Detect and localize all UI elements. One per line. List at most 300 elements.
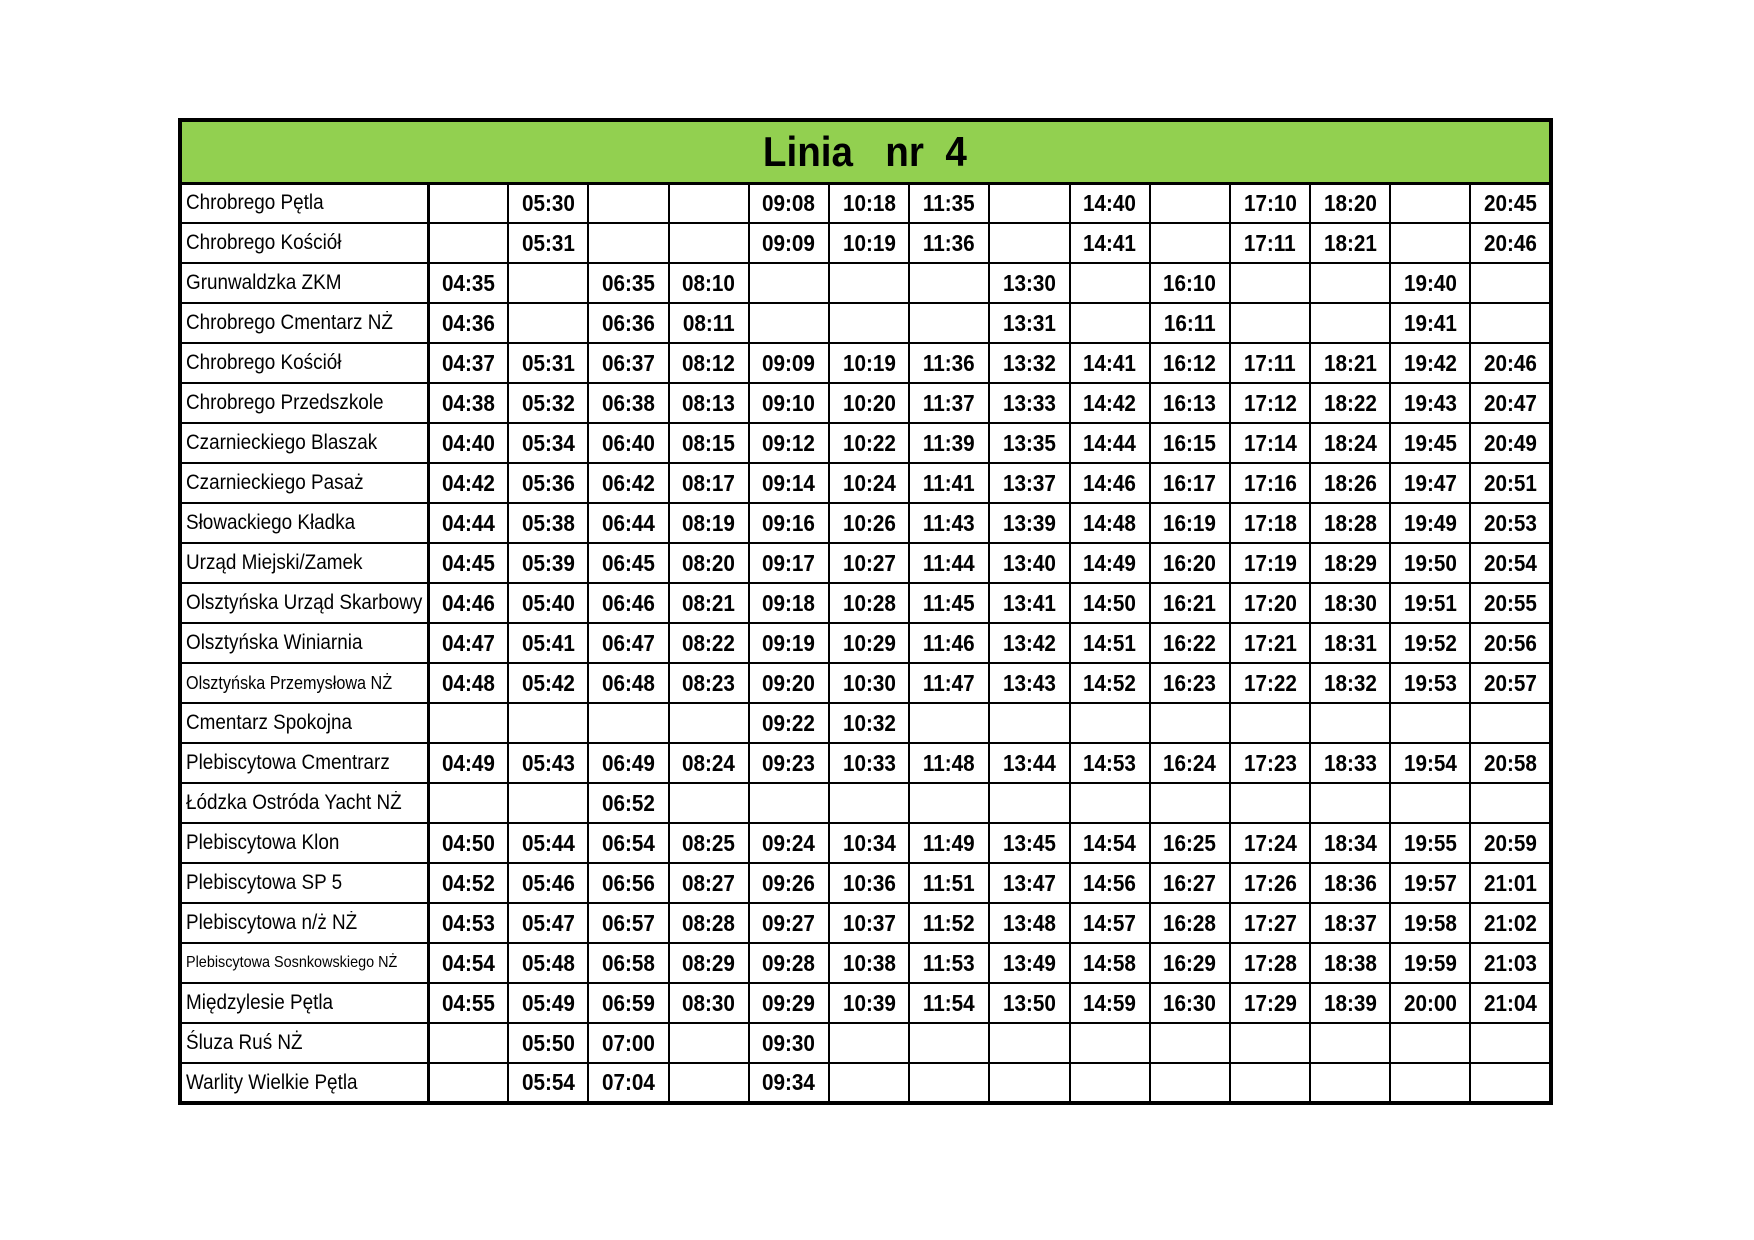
departure-time-cell bbox=[1310, 1063, 1390, 1103]
departure-time-cell bbox=[1230, 1023, 1310, 1063]
departure-time: 16:29 bbox=[1163, 949, 1217, 976]
departure-time-cell bbox=[1150, 583, 1230, 623]
departure-time-cell bbox=[669, 503, 749, 543]
departure-time-cell bbox=[508, 1023, 588, 1063]
departure-time-cell bbox=[508, 943, 588, 983]
departure-time-cell bbox=[1310, 503, 1390, 543]
departure-time-cell bbox=[909, 983, 989, 1023]
stop-name-cell bbox=[180, 343, 428, 383]
departure-time: 05:30 bbox=[521, 189, 575, 216]
departure-time-cell bbox=[829, 1063, 909, 1103]
departure-time-cell bbox=[829, 863, 909, 903]
departure-time: 08:15 bbox=[682, 429, 736, 456]
stop-name-cell bbox=[180, 263, 428, 303]
departure-time-cell bbox=[829, 1023, 909, 1063]
departure-time-cell bbox=[1310, 863, 1390, 903]
stop-name-cell bbox=[180, 623, 428, 663]
departure-time-cell bbox=[1230, 543, 1310, 583]
stop-name: Chrobrego Przedszkole bbox=[186, 391, 384, 414]
departure-time: 06:59 bbox=[601, 989, 655, 1016]
departure-time-cell bbox=[989, 983, 1069, 1023]
departure-time: 17:21 bbox=[1243, 629, 1297, 656]
departure-time-cell bbox=[829, 543, 909, 583]
departure-time-cell bbox=[1470, 743, 1550, 783]
departure-time-cell bbox=[588, 1023, 668, 1063]
departure-time-cell bbox=[428, 463, 508, 503]
departure-time: 04:42 bbox=[441, 469, 495, 496]
departure-time-cell bbox=[749, 863, 829, 903]
departure-time-cell bbox=[508, 743, 588, 783]
departure-time-cell bbox=[1470, 1063, 1550, 1103]
stop-name: Olsztyńska Urząd Skarbowy bbox=[186, 591, 423, 614]
departure-time-cell bbox=[1310, 743, 1390, 783]
departure-time-cell bbox=[508, 623, 588, 663]
departure-time: 20:49 bbox=[1483, 429, 1537, 456]
departure-time-cell bbox=[1150, 183, 1230, 223]
departure-time: 04:53 bbox=[441, 909, 495, 936]
departure-time-cell bbox=[1230, 623, 1310, 663]
departure-time: 16:11 bbox=[1163, 309, 1216, 336]
stop-name-cell bbox=[180, 703, 428, 743]
departure-time: 18:28 bbox=[1323, 509, 1377, 536]
departure-time-cell bbox=[829, 823, 909, 863]
departure-time: 04:37 bbox=[441, 349, 495, 376]
departure-time-cell bbox=[1230, 903, 1310, 943]
departure-time: 17:12 bbox=[1243, 389, 1297, 416]
departure-time: 17:20 bbox=[1243, 589, 1297, 616]
departure-time-cell bbox=[1230, 503, 1310, 543]
departure-time-cell bbox=[989, 863, 1069, 903]
departure-time-cell bbox=[1310, 223, 1390, 263]
departure-time-cell bbox=[428, 743, 508, 783]
departure-time-cell bbox=[1470, 543, 1550, 583]
departure-time-cell bbox=[989, 463, 1069, 503]
departure-time: 16:15 bbox=[1163, 429, 1217, 456]
departure-time: 06:56 bbox=[601, 869, 655, 896]
departure-time: 10:37 bbox=[842, 909, 896, 936]
departure-time: 08:17 bbox=[682, 469, 736, 496]
departure-time: 09:08 bbox=[762, 189, 816, 216]
departure-time: 09:34 bbox=[762, 1069, 816, 1095]
departure-time-cell bbox=[588, 543, 668, 583]
table-row bbox=[180, 703, 1551, 743]
departure-time-cell bbox=[1230, 383, 1310, 423]
departure-time-cell bbox=[1070, 343, 1150, 383]
title-row bbox=[180, 120, 1551, 183]
departure-time: 16:13 bbox=[1163, 389, 1217, 416]
stop-name: Czarnieckiego Pasaż bbox=[186, 471, 364, 494]
departure-time-cell bbox=[989, 1023, 1069, 1063]
departure-time-cell bbox=[749, 623, 829, 663]
departure-time-cell bbox=[829, 983, 909, 1023]
departure-time: 06:38 bbox=[601, 389, 655, 416]
departure-time: 08:28 bbox=[682, 909, 736, 936]
departure-time-cell bbox=[508, 583, 588, 623]
departure-time: 10:33 bbox=[842, 749, 896, 776]
departure-time: 16:24 bbox=[1163, 749, 1217, 776]
departure-time-cell bbox=[428, 503, 508, 543]
departure-time-cell bbox=[1230, 863, 1310, 903]
departure-time-cell bbox=[909, 903, 989, 943]
table-row bbox=[180, 663, 1551, 703]
departure-time: 17:14 bbox=[1243, 429, 1297, 456]
table-row bbox=[180, 503, 1551, 543]
stop-name: Plebiscytowa n/ż NŻ bbox=[186, 911, 358, 934]
departure-time-cell bbox=[1230, 223, 1310, 263]
departure-time-cell bbox=[1070, 623, 1150, 663]
table-row bbox=[180, 863, 1551, 903]
departure-time-cell bbox=[669, 263, 749, 303]
departure-time-cell bbox=[428, 703, 508, 743]
departure-time: 10:29 bbox=[842, 629, 896, 656]
departure-time-cell bbox=[1470, 663, 1550, 703]
departure-time: 21:01 bbox=[1483, 869, 1537, 896]
departure-time: 11:54 bbox=[923, 989, 976, 1016]
departure-time-cell bbox=[909, 863, 989, 903]
departure-time: 04:36 bbox=[441, 309, 495, 336]
departure-time: 17:19 bbox=[1243, 549, 1297, 576]
departure-time-cell bbox=[428, 303, 508, 343]
departure-time: 18:20 bbox=[1323, 189, 1377, 216]
departure-time: 16:19 bbox=[1163, 509, 1217, 536]
departure-time: 09:09 bbox=[762, 229, 816, 256]
departure-time-cell bbox=[1230, 583, 1310, 623]
departure-time: 06:35 bbox=[601, 269, 655, 296]
departure-time: 14:41 bbox=[1083, 229, 1137, 256]
departure-time-cell bbox=[669, 743, 749, 783]
departure-time: 05:34 bbox=[521, 429, 575, 456]
departure-time: 13:44 bbox=[1002, 749, 1056, 776]
departure-time-cell bbox=[428, 423, 508, 463]
departure-time: 20:45 bbox=[1483, 189, 1537, 216]
stop-name-cell bbox=[180, 1063, 428, 1103]
stop-name: Śluza Ruś NŻ bbox=[186, 1031, 303, 1054]
departure-time-cell bbox=[1230, 663, 1310, 703]
departure-time-cell bbox=[1150, 463, 1230, 503]
departure-time-cell bbox=[669, 903, 749, 943]
departure-time: 18:32 bbox=[1323, 669, 1377, 696]
departure-time: 10:28 bbox=[842, 589, 896, 616]
departure-time: 16:23 bbox=[1163, 669, 1217, 696]
departure-time: 20:00 bbox=[1403, 989, 1457, 1016]
departure-time: 17:24 bbox=[1243, 829, 1297, 856]
departure-time-cell bbox=[1070, 183, 1150, 223]
departure-time: 19:41 bbox=[1403, 309, 1457, 336]
departure-time: 11:36 bbox=[923, 229, 976, 256]
departure-time-cell bbox=[1470, 503, 1550, 543]
departure-time: 20:46 bbox=[1483, 229, 1537, 256]
departure-time: 14:41 bbox=[1083, 349, 1137, 376]
departure-time: 09:26 bbox=[762, 869, 816, 896]
stop-name-cell bbox=[180, 503, 428, 543]
departure-time-cell bbox=[989, 703, 1069, 743]
departure-time-cell bbox=[1230, 943, 1310, 983]
departure-time: 09:20 bbox=[762, 669, 816, 696]
departure-time-cell bbox=[1390, 463, 1470, 503]
stop-name: Urząd Miejski/Zamek bbox=[186, 551, 363, 574]
departure-time-cell bbox=[1310, 823, 1390, 863]
departure-time-cell bbox=[508, 183, 588, 223]
departure-time-cell bbox=[1070, 543, 1150, 583]
departure-time-cell bbox=[909, 623, 989, 663]
departure-time-cell bbox=[428, 863, 508, 903]
departure-time: 05:38 bbox=[521, 509, 575, 536]
departure-time-cell bbox=[588, 623, 668, 663]
departure-time-cell bbox=[428, 383, 508, 423]
departure-time: 19:45 bbox=[1403, 429, 1457, 456]
departure-time-cell bbox=[829, 903, 909, 943]
stop-name-cell bbox=[180, 303, 428, 343]
departure-time-cell bbox=[508, 983, 588, 1023]
departure-time-cell bbox=[909, 303, 989, 343]
departure-time-cell bbox=[1150, 783, 1230, 823]
departure-time: 17:27 bbox=[1243, 909, 1297, 936]
departure-time: 10:30 bbox=[842, 669, 896, 696]
departure-time-cell bbox=[508, 223, 588, 263]
departure-time-cell bbox=[669, 823, 749, 863]
departure-time-cell bbox=[1150, 223, 1230, 263]
departure-time: 14:50 bbox=[1083, 589, 1137, 616]
table-row bbox=[180, 823, 1551, 863]
departure-time-cell bbox=[1470, 423, 1550, 463]
departure-time: 19:42 bbox=[1403, 349, 1457, 376]
departure-time: 10:22 bbox=[842, 429, 896, 456]
departure-time: 04:55 bbox=[441, 989, 495, 1016]
stop-name-cell bbox=[180, 1023, 428, 1063]
departure-time: 18:37 bbox=[1323, 909, 1377, 936]
departure-time-cell bbox=[669, 423, 749, 463]
departure-time-cell bbox=[1150, 1023, 1230, 1063]
departure-time-cell bbox=[989, 1063, 1069, 1103]
departure-time: 13:47 bbox=[1002, 869, 1056, 896]
stop-name-cell bbox=[180, 583, 428, 623]
departure-time: 14:51 bbox=[1083, 629, 1137, 656]
departure-time-cell bbox=[428, 623, 508, 663]
departure-time-cell bbox=[428, 183, 508, 223]
departure-time-cell bbox=[1070, 703, 1150, 743]
departure-time-cell bbox=[428, 983, 508, 1023]
departure-time: 14:57 bbox=[1083, 909, 1137, 936]
departure-time-cell bbox=[989, 903, 1069, 943]
departure-time: 14:46 bbox=[1083, 469, 1137, 496]
departure-time-cell bbox=[1390, 983, 1470, 1023]
departure-time-cell bbox=[1310, 543, 1390, 583]
departure-time-cell bbox=[1470, 343, 1550, 383]
departure-time-cell bbox=[1310, 703, 1390, 743]
departure-time: 14:44 bbox=[1083, 429, 1137, 456]
departure-time-cell bbox=[1470, 303, 1550, 343]
departure-time: 18:29 bbox=[1323, 549, 1377, 576]
departure-time: 09:12 bbox=[762, 429, 816, 456]
departure-time-cell bbox=[1390, 543, 1470, 583]
departure-time: 11:51 bbox=[923, 869, 976, 896]
departure-time: 04:52 bbox=[441, 869, 495, 896]
departure-time: 10:19 bbox=[842, 349, 896, 376]
departure-time-cell bbox=[508, 263, 588, 303]
departure-time-cell bbox=[1070, 503, 1150, 543]
departure-time-cell bbox=[829, 503, 909, 543]
departure-time-cell bbox=[1150, 303, 1230, 343]
departure-time: 13:50 bbox=[1002, 989, 1056, 1016]
departure-time: 18:24 bbox=[1323, 429, 1377, 456]
departure-time-cell bbox=[1150, 903, 1230, 943]
stop-name: Warlity Wielkie Pętla bbox=[186, 1070, 358, 1094]
departure-time: 19:51 bbox=[1403, 589, 1457, 616]
departure-time-cell bbox=[669, 383, 749, 423]
departure-time-cell bbox=[1310, 343, 1390, 383]
departure-time-cell bbox=[1390, 943, 1470, 983]
departure-time-cell bbox=[909, 663, 989, 703]
departure-time: 13:32 bbox=[1002, 349, 1056, 376]
departure-time: 08:12 bbox=[682, 349, 736, 376]
departure-time: 19:55 bbox=[1403, 829, 1457, 856]
departure-time-cell bbox=[508, 383, 588, 423]
stop-name-cell bbox=[180, 983, 428, 1023]
departure-time: 14:42 bbox=[1083, 389, 1137, 416]
departure-time: 09:09 bbox=[762, 349, 816, 376]
departure-time-cell bbox=[829, 183, 909, 223]
departure-time-cell bbox=[909, 583, 989, 623]
departure-time: 16:10 bbox=[1163, 269, 1217, 296]
departure-time: 13:31 bbox=[1002, 309, 1056, 336]
departure-time: 05:48 bbox=[521, 949, 575, 976]
departure-time-cell bbox=[588, 823, 668, 863]
departure-time-cell bbox=[428, 1063, 508, 1103]
departure-time-cell bbox=[1230, 343, 1310, 383]
departure-time-cell bbox=[1230, 703, 1310, 743]
departure-time-cell bbox=[428, 943, 508, 983]
departure-time-cell bbox=[508, 543, 588, 583]
departure-time-cell bbox=[909, 783, 989, 823]
departure-time: 05:32 bbox=[521, 389, 575, 416]
departure-time: 06:40 bbox=[601, 429, 655, 456]
departure-time-cell bbox=[1390, 823, 1470, 863]
table-row bbox=[180, 783, 1551, 823]
departure-time-cell bbox=[989, 423, 1069, 463]
departure-time-cell bbox=[508, 303, 588, 343]
departure-time: 04:44 bbox=[441, 509, 495, 536]
departure-time-cell bbox=[1070, 223, 1150, 263]
departure-time-cell bbox=[1230, 1063, 1310, 1103]
departure-time-cell bbox=[1390, 583, 1470, 623]
table-row bbox=[180, 263, 1551, 303]
departure-time: 09:24 bbox=[762, 829, 816, 856]
departure-time-cell bbox=[1150, 1063, 1230, 1103]
departure-time-cell bbox=[1150, 983, 1230, 1023]
departure-time: 13:37 bbox=[1002, 469, 1056, 496]
departure-time: 16:12 bbox=[1163, 349, 1217, 376]
departure-time: 04:49 bbox=[441, 749, 495, 776]
departure-time: 05:54 bbox=[521, 1069, 575, 1095]
departure-time: 18:34 bbox=[1323, 829, 1377, 856]
departure-time-cell bbox=[428, 543, 508, 583]
departure-time: 17:11 bbox=[1244, 349, 1296, 376]
departure-time-cell bbox=[1310, 623, 1390, 663]
table-row bbox=[180, 183, 1551, 223]
departure-time: 11:45 bbox=[923, 589, 976, 616]
departure-time: 09:30 bbox=[762, 1029, 816, 1056]
departure-time-cell bbox=[1470, 783, 1550, 823]
departure-time: 10:36 bbox=[842, 869, 896, 896]
departure-time-cell bbox=[669, 1063, 749, 1103]
departure-time: 09:10 bbox=[762, 389, 816, 416]
stop-name-cell bbox=[180, 943, 428, 983]
departure-time: 18:38 bbox=[1323, 949, 1377, 976]
departure-time-cell bbox=[1390, 263, 1470, 303]
departure-time: 07:00 bbox=[601, 1029, 655, 1056]
stop-name-cell bbox=[180, 663, 428, 703]
departure-time: 11:35 bbox=[923, 189, 976, 216]
departure-time-cell bbox=[669, 623, 749, 663]
departure-time-cell bbox=[1390, 863, 1470, 903]
departure-time: 13:35 bbox=[1002, 429, 1056, 456]
departure-time: 06:52 bbox=[601, 789, 655, 816]
departure-time-cell bbox=[508, 1063, 588, 1103]
departure-time-cell bbox=[1310, 263, 1390, 303]
departure-time: 10:27 bbox=[842, 549, 896, 576]
departure-time: 13:42 bbox=[1002, 629, 1056, 656]
departure-time: 04:46 bbox=[441, 589, 495, 616]
departure-time: 10:38 bbox=[842, 949, 896, 976]
table-row bbox=[180, 983, 1551, 1023]
departure-time-cell bbox=[588, 383, 668, 423]
departure-time-cell bbox=[749, 223, 829, 263]
departure-time-cell bbox=[669, 983, 749, 1023]
departure-time-cell bbox=[508, 663, 588, 703]
departure-time: 17:23 bbox=[1243, 749, 1297, 776]
stop-name: Plebiscytowa Cmentrarz bbox=[186, 751, 390, 774]
departure-time-cell bbox=[1310, 1023, 1390, 1063]
departure-time: 08:11 bbox=[682, 309, 735, 336]
departure-time-cell bbox=[1070, 1023, 1150, 1063]
departure-time: 05:40 bbox=[521, 589, 575, 616]
departure-time: 13:40 bbox=[1002, 549, 1056, 576]
departure-time-cell bbox=[1150, 423, 1230, 463]
departure-time: 19:50 bbox=[1403, 549, 1457, 576]
departure-time: 16:21 bbox=[1163, 589, 1217, 616]
departure-time-cell bbox=[588, 303, 668, 343]
stop-name-cell bbox=[180, 423, 428, 463]
departure-time-cell bbox=[1150, 663, 1230, 703]
departure-time-cell bbox=[1390, 503, 1470, 543]
stop-name-cell bbox=[180, 783, 428, 823]
departure-time: 18:30 bbox=[1323, 589, 1377, 616]
departure-time-cell bbox=[829, 743, 909, 783]
stop-name: Chrobrego Cmentarz NŻ bbox=[186, 311, 393, 334]
departure-time-cell bbox=[1390, 343, 1470, 383]
departure-time-cell bbox=[749, 503, 829, 543]
departure-time-cell bbox=[749, 543, 829, 583]
departure-time-cell bbox=[1150, 823, 1230, 863]
departure-time: 11:47 bbox=[923, 669, 976, 696]
departure-time-cell bbox=[1470, 943, 1550, 983]
departure-time-cell bbox=[749, 303, 829, 343]
departure-time: 18:26 bbox=[1323, 469, 1377, 496]
departure-time: 09:27 bbox=[762, 909, 816, 936]
departure-time-cell bbox=[909, 503, 989, 543]
departure-time-cell bbox=[989, 383, 1069, 423]
departure-time: 06:49 bbox=[601, 749, 655, 776]
departure-time-cell bbox=[1230, 263, 1310, 303]
departure-time: 07:04 bbox=[601, 1069, 655, 1095]
departure-time-cell bbox=[588, 183, 668, 223]
stop-name-cell bbox=[180, 903, 428, 943]
departure-time: 08:20 bbox=[682, 549, 736, 576]
departure-time: 14:49 bbox=[1083, 549, 1137, 576]
departure-time-cell bbox=[1070, 1063, 1150, 1103]
departure-time-cell bbox=[909, 743, 989, 783]
departure-time-cell bbox=[829, 703, 909, 743]
